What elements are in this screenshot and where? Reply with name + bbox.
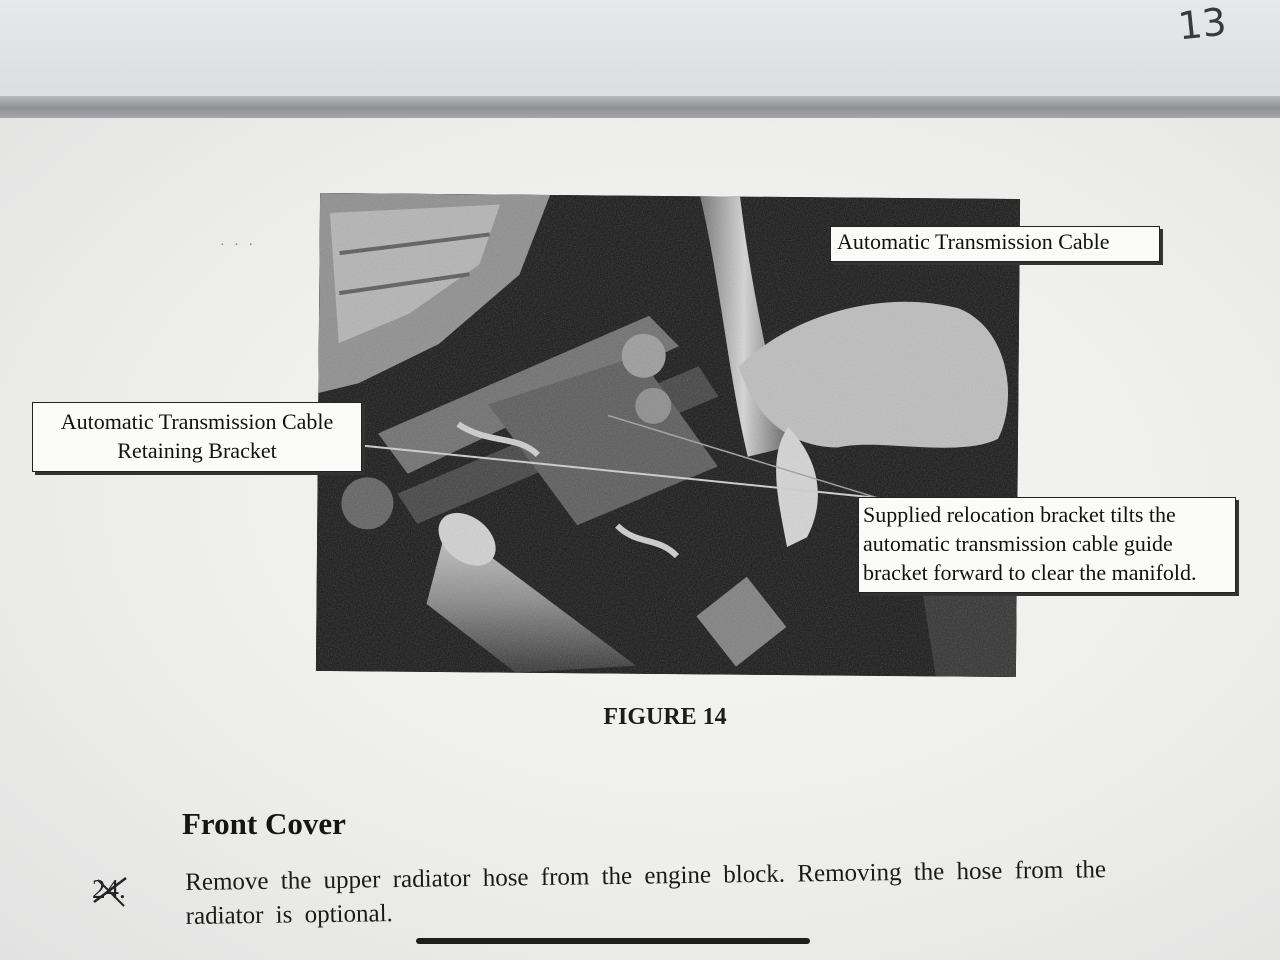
scan-top-margin <box>0 0 1280 100</box>
step-number: 24. <box>92 874 126 904</box>
label-line: automatic transmission cable guide <box>863 531 1173 556</box>
handwritten-check-mark <box>90 872 132 910</box>
label-line: Retaining Bracket <box>117 438 277 463</box>
engine-photo <box>316 193 1020 677</box>
home-indicator[interactable] <box>416 938 810 944</box>
label-automatic-transmission-cable <box>830 226 1160 262</box>
step-instruction: Remove the upper radiator hose from the engine block. Removing the hose from the radiator is optional. <box>185 856 1107 930</box>
figure-caption: FIGURE 14 <box>603 704 727 730</box>
page-edge-shadow <box>0 96 1280 118</box>
section-heading: Front Cover <box>182 806 346 841</box>
label-line: Supplied relocation bracket tilts the <box>863 502 1176 527</box>
stray-dots: · · · <box>220 238 256 253</box>
label-text: Automatic Transmission Cable <box>837 229 1110 254</box>
label-line: bracket forward to clear the manifold. <box>863 560 1197 585</box>
label-line: Automatic Transmission Cable <box>60 409 334 434</box>
label-retaining-bracket <box>32 402 362 472</box>
handwritten-page-number: 13 <box>1175 0 1229 49</box>
label-relocation-bracket <box>858 497 1236 593</box>
